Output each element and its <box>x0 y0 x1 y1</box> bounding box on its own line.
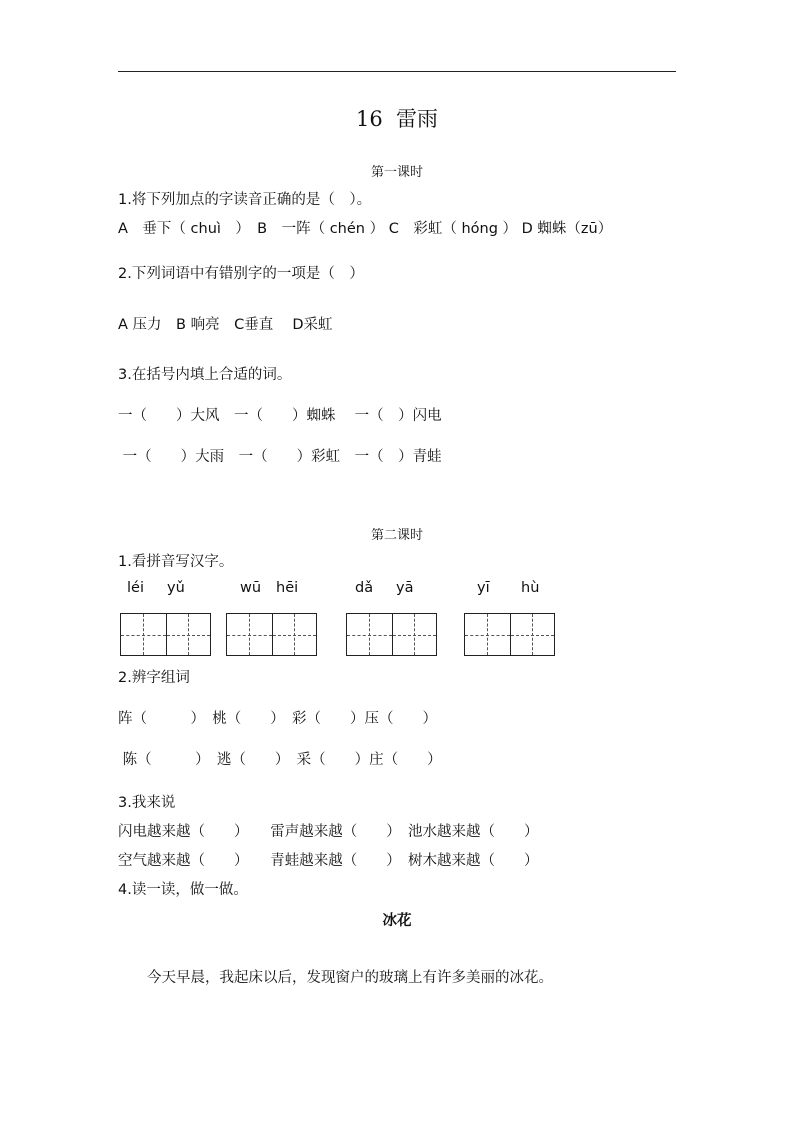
header-rule <box>118 71 676 72</box>
passage-line: 今天早晨，我起床以后，发现窗户的玻璃上有许多美丽的冰花。 <box>118 970 553 986</box>
lesson1-heading: 第一课时 <box>370 165 423 180</box>
writing-grid[interactable] <box>464 613 555 656</box>
writing-cell[interactable] <box>166 614 211 655</box>
l2-q2-row-1: 阵（ ） 桃（ ） 彩（ ）压（ ） <box>118 711 437 727</box>
passage-title: 冰花 <box>382 913 412 929</box>
writing-cell[interactable] <box>227 614 272 655</box>
l2-q3-stem: 3.我来说 <box>118 795 176 811</box>
q3-row-1: 一（ ）大风 一（ ）蜘蛛 一（ ）闪电 <box>118 408 442 424</box>
pinyin-label: yǔ <box>167 580 185 596</box>
q3-row-2: 一（ ）大雨 一（ ）彩虹 一（ ）青蛙 <box>118 449 442 465</box>
pinyin-label: hù <box>521 580 540 596</box>
q3-stem: 3.在括号内填上合适的词。 <box>118 367 292 383</box>
writing-cell[interactable] <box>510 614 555 655</box>
writing-cell[interactable] <box>347 614 392 655</box>
lesson2-heading: 第二课时 <box>370 528 423 543</box>
l2-q3-row-1: 闪电越来越（ ） 雷声越来越（ ） 池水越来越（ ） <box>118 824 539 840</box>
pinyin-label: yī <box>477 580 490 596</box>
writing-grid[interactable] <box>226 613 317 656</box>
writing-cell[interactable] <box>392 614 437 655</box>
q2-options: A 压力 B 响亮 C垂直 D采虹 <box>118 317 333 333</box>
pinyin-label: léi <box>127 580 144 596</box>
pinyin-label: wū <box>240 580 262 596</box>
writing-grid[interactable] <box>346 613 437 656</box>
pinyin-label: yā <box>396 580 414 596</box>
l2-q2-stem: 2.辨字组词 <box>118 670 190 686</box>
pinyin-label: hēi <box>276 580 299 596</box>
writing-cell[interactable] <box>272 614 317 655</box>
q2-stem: 2.下列词语中有错别字的一项是（ ） <box>118 266 364 282</box>
pinyin-label: dǎ <box>355 580 374 596</box>
writing-grid[interactable] <box>120 613 211 656</box>
writing-cell[interactable] <box>465 614 510 655</box>
l2-q3-row-2: 空气越来越（ ） 青蛙越来越（ ） 树木越来越（ ） <box>118 853 539 869</box>
l2-q1-stem: 1.看拼音写汉字。 <box>118 554 234 570</box>
writing-cell[interactable] <box>121 614 166 655</box>
q1-stem: 1.将下列加点的字读音正确的是（ ）。 <box>118 192 372 208</box>
page-title: 16 雷雨 <box>355 107 439 131</box>
l2-q4-stem: 4.读一读，做一做。 <box>118 882 248 898</box>
l2-q2-row-2: 陈（ ） 逃（ ） 采（ ）庄（ ） <box>118 752 442 768</box>
q1-options: A 垂下（ chuì ） B 一阵（ chén ） C 彩虹（ hóng ） D 蜘蛛（zū） <box>118 221 613 237</box>
